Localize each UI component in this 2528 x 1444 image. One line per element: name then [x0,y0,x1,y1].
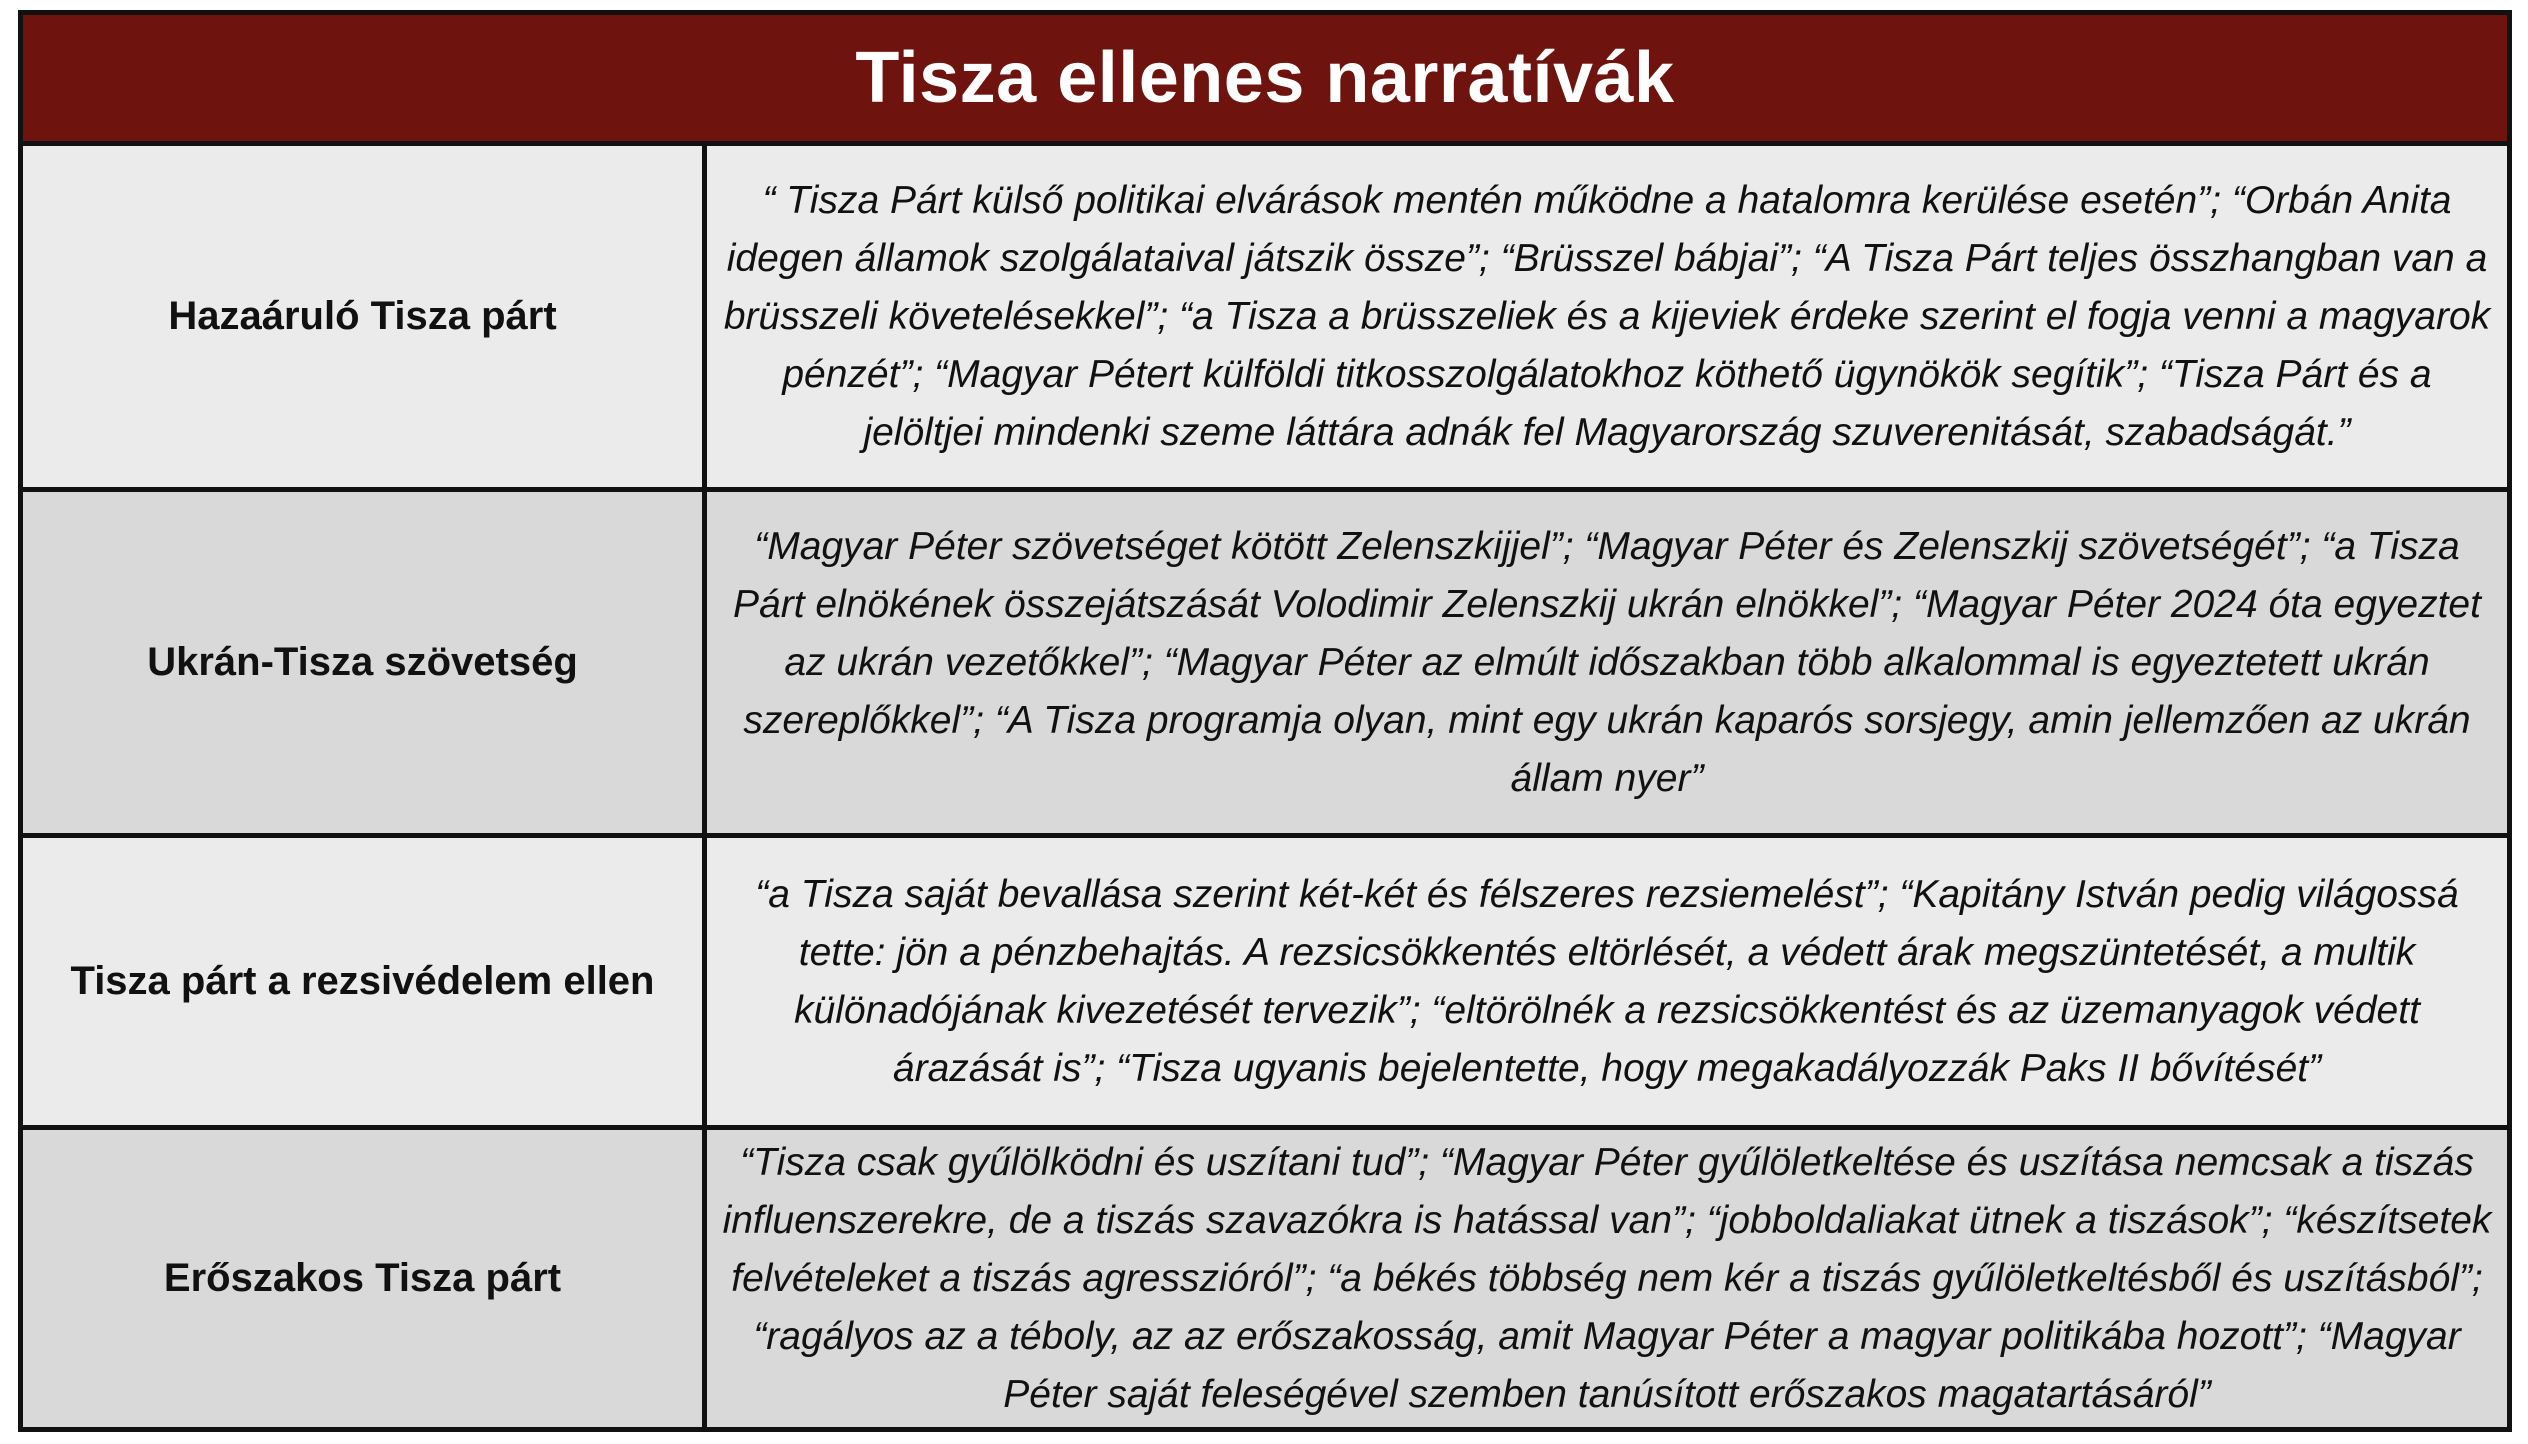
table-row [23,146,2507,492]
table-title: Tisza ellenes narratívák [23,15,2507,146]
narratives-table-frame [18,10,2512,1432]
narrative-quotes: “a Tisza saját bevallása szerint két-két és félszeres rezsiemelést”; “Kapitány István pedig világossá tette: jön a pénzbehajtás. A rezsicsökkentés eltörlését, a védett árak megszüntetését, a multik különadójának kivezetését tervezik”; “eltörölnék a rezsicsökkentést és az üzemanyagok védett árazását is”; “Tisza ugyanis bejelentette, hogy megakadályozzák Paks II bővítését” [755,872,2459,1090]
narrative-quotes: “Tisza csak gyűlölködni és uszítani tud”; “Magyar Péter gyűlöletkeltése és uszítása nemcsak a tiszás influenszerekre, de a tiszás szavazókra is hatással van”; “jobboldaliakat ütnek a tiszások”; “készítsetek felvételeket a tiszás agresszióról”; “a békés többség nem kér a tiszás gyűlöletkeltésből és uszításból”; “ragályos az a téboly, az az erőszakosság, amit Magyar Péter a magyar politikába hozott”; “Magyar Péter saját feleségével szemben tanúsított erőszakos magatartásáról” [722,1140,2492,1416]
narrative-label: Hazaáruló Tisza párt [23,146,707,487]
narrative-label: Ukrán-Tisza szövetség [23,492,707,833]
narrative-label: Tisza párt a rezsivédelem ellen [23,838,707,1125]
narrative-quotes: “ Tisza Párt külső politikai elvárások mentén működne a hatalomra kerülése esetén”; “Orbán Anita idegen államok szolgálataival játszik össze”; “Brüsszel bábjai”; “A Tisza Párt teljes összhangban van a brüsszeli követelésekkel”; “a Tisza a brüsszeliek és a kijeviek érdeke szerint el fogja venni a magyarok pénzét”; “Magyar Pétert külföldi titkosszolgálatokhoz köthető ügynökök segítik”; “Tisza Párt és a jelöltjei mindenki szeme láttára adnák fel Magyarország szuverenitását, szabadságát.” [723,178,2491,454]
narratives-table [23,146,2507,1427]
narrative-label: Erőszakos Tisza párt [23,1130,707,1427]
table-row [23,838,2507,1130]
narrative-quotes: “Magyar Péter szövetséget kötött Zelenszkijjel”; “Magyar Péter és Zelenszkij szövetségét”; “a Tisza Párt elnökének összejátszását Volodimir Zelenszkij ukrán elnökkel”; “Magyar Péter 2024 óta egyeztet az ukrán vezetőkkel”; “Magyar Péter az elmúlt időszakban több alkalommal is egyeztetett ukrán szereplőkkel”; “A Tisza programja olyan, mint egy ukrán kaparós sorsjegy, amin jellemzően az ukrán állam nyer” [733,524,2481,800]
table-row [23,492,2507,838]
table-row [23,1130,2507,1427]
